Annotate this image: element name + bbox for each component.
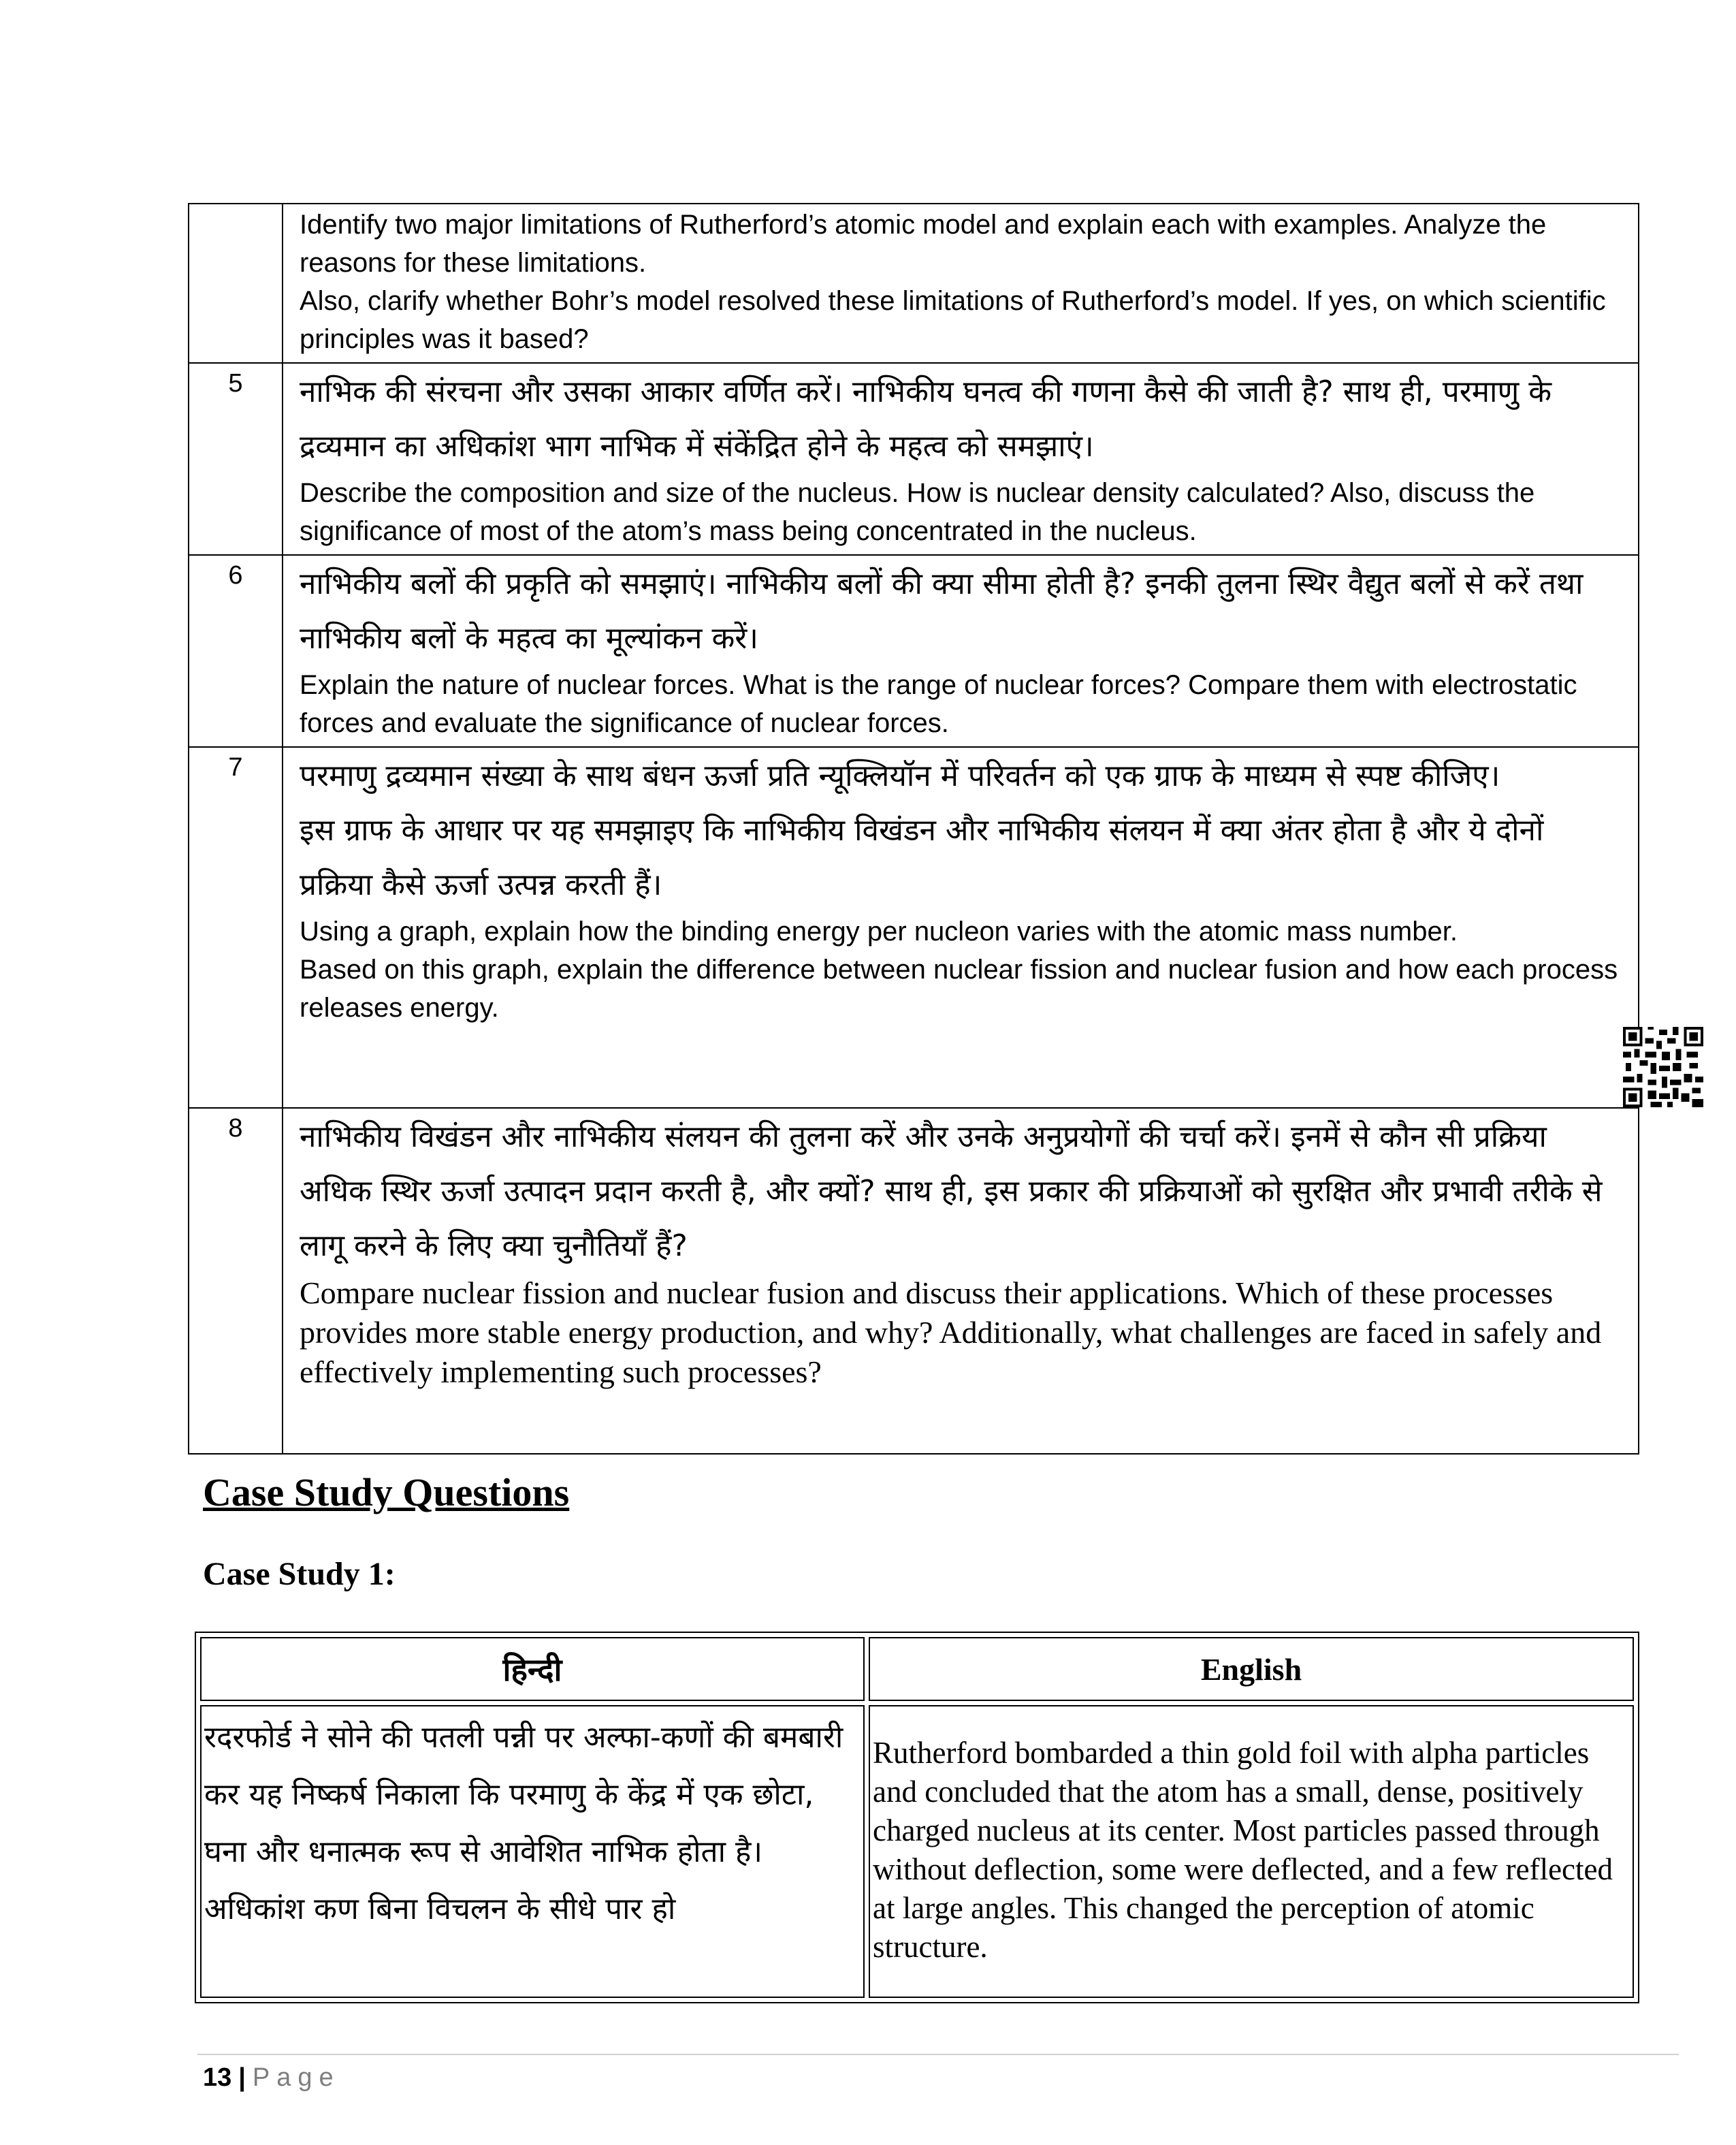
question-row bbox=[189, 363, 1639, 555]
page-label: Page bbox=[252, 2063, 340, 2092]
question-english: Identify two major limitations of Rutherford’s atomic model and explain each with examples. Analyze the reasons for these limitations. bbox=[300, 210, 1547, 278]
column-header-hindi: हिन्दी bbox=[200, 1637, 865, 1701]
questions-table bbox=[188, 203, 1639, 1455]
case-study-subheading: Case Study 1: bbox=[203, 1556, 396, 1592]
question-number: 8 bbox=[189, 1108, 283, 1454]
case-study-english-text: Rutherford bombarded a thin gold foil with alpha particles and concluded that the atom has a small, dense, positively charged nucleus at its center. Most particles passed through without deflection, some were deflected, and a few reflected at large angles. This changed the perception of atomic structure. bbox=[873, 1736, 1613, 1964]
question-english: Also, clarify whether Bohr’s model resolved these limitations of Rutherford’s model. If yes, on which scientific principles was it based? bbox=[300, 286, 1606, 354]
case-study-heading: Case Study Questions bbox=[203, 1470, 570, 1514]
question-hindi: नाभिकीय विखंडन और नाभिकीय संलयन की तुलना करें और उनके अनुप्रयोगों की चर्चा करें। इनमें से कौन सी प्रक्रिया अधिक स्थिर ऊर्जा उत्पादन प्रदान करती है, और क्यों? साथ ही, इस प्रकार की प्रक्रियाओं को सुरक्षित और प्रभावी तरीके से लागू करने के लिए क्या चुनौतियाँ हैं? bbox=[300, 1119, 1603, 1263]
question-english: Compare nuclear fission and nuclear fusion and discuss their applications. Which of these processes provides more stable energy production, and why? Additionally, what challenges are faced in safely and effectively implementing such processes? bbox=[300, 1275, 1602, 1389]
question-hindi: नाभिकीय बलों की प्रकृति को समझाएं। नाभिकीय बलों की क्या सीमा होती है? इनकी तुलना स्थिर वैद्युत बलों से करें तथा नाभिकीय बलों के महत्व का मूल्यांकन करें। bbox=[300, 567, 1584, 656]
question-english: Explain the nature of nuclear forces. What is the range of nuclear forces? Compare them with electrostatic forces and evaluate the significance of nuclear forces. bbox=[300, 670, 1577, 738]
question-hindi: नाभिक की संरचना और उसका आकार वर्णित करें। नाभिकीय घनत्व की गणना कैसे की जाती है? साथ ही, परमाणु के द्रव्यमान का अधिकांश भाग नाभिक में संकेंद्रित होने के महत्व को समझाएं। bbox=[300, 375, 1552, 464]
case-study-hindi-text: रदरफोर्ड ने सोने की पतली पन्नी पर अल्फा-कणों की बमबारी कर यह निष्कर्ष निकाला कि परमाणु के केंद्र में एक छोटा, घना और धनात्मक रूप से आवेशित नाभिक होता है। अधिकांश कण बिना विचलन के सीधे पार हो bbox=[204, 1720, 843, 1926]
question-hindi: इस ग्राफ के आधार पर यह समझाइए कि नाभिकीय विखंडन और नाभिकीय संलयन में क्या अंतर होता है और ये दोनों प्रक्रिया कैसे ऊर्जा उत्पन्न करती हैं। bbox=[300, 813, 1544, 902]
question-row bbox=[189, 204, 1639, 363]
question-row bbox=[189, 747, 1639, 1108]
column-header-english: English bbox=[869, 1637, 1634, 1701]
question-hindi: परमाणु द्रव्यमान संख्या के साथ बंधन ऊर्जा प्रति न्यूक्लियॉन में परिवर्तन को एक ग्राफ के माध्यम से स्पष्ट कीजिए। bbox=[300, 759, 1500, 793]
question-english: Using a graph, explain how the binding energy per nucleon varies with the atomic mass number. bbox=[300, 917, 1458, 947]
question-number: 5 bbox=[189, 363, 283, 555]
case-study-table bbox=[195, 1632, 1639, 2003]
qr-code-icon bbox=[1623, 1027, 1703, 1107]
question-number: 6 bbox=[189, 555, 283, 747]
footer-separator: | bbox=[238, 2063, 246, 2092]
footer-divider bbox=[197, 2054, 1679, 2055]
page-footer bbox=[203, 2063, 340, 2093]
question-number bbox=[189, 204, 283, 363]
question-row bbox=[189, 1108, 1639, 1454]
question-english: Describe the composition and size of the nucleus. How is nuclear density calculated? Also, discuss the significance of most of the atom’s mass being concentrated in the nucleus. bbox=[300, 478, 1535, 546]
question-row bbox=[189, 555, 1639, 747]
question-english: Based on this graph, explain the difference between nuclear fission and nuclear fusion and how each process releases energy. bbox=[300, 955, 1618, 1023]
page-number: 13 bbox=[203, 2063, 232, 2092]
question-number: 7 bbox=[189, 747, 283, 1108]
